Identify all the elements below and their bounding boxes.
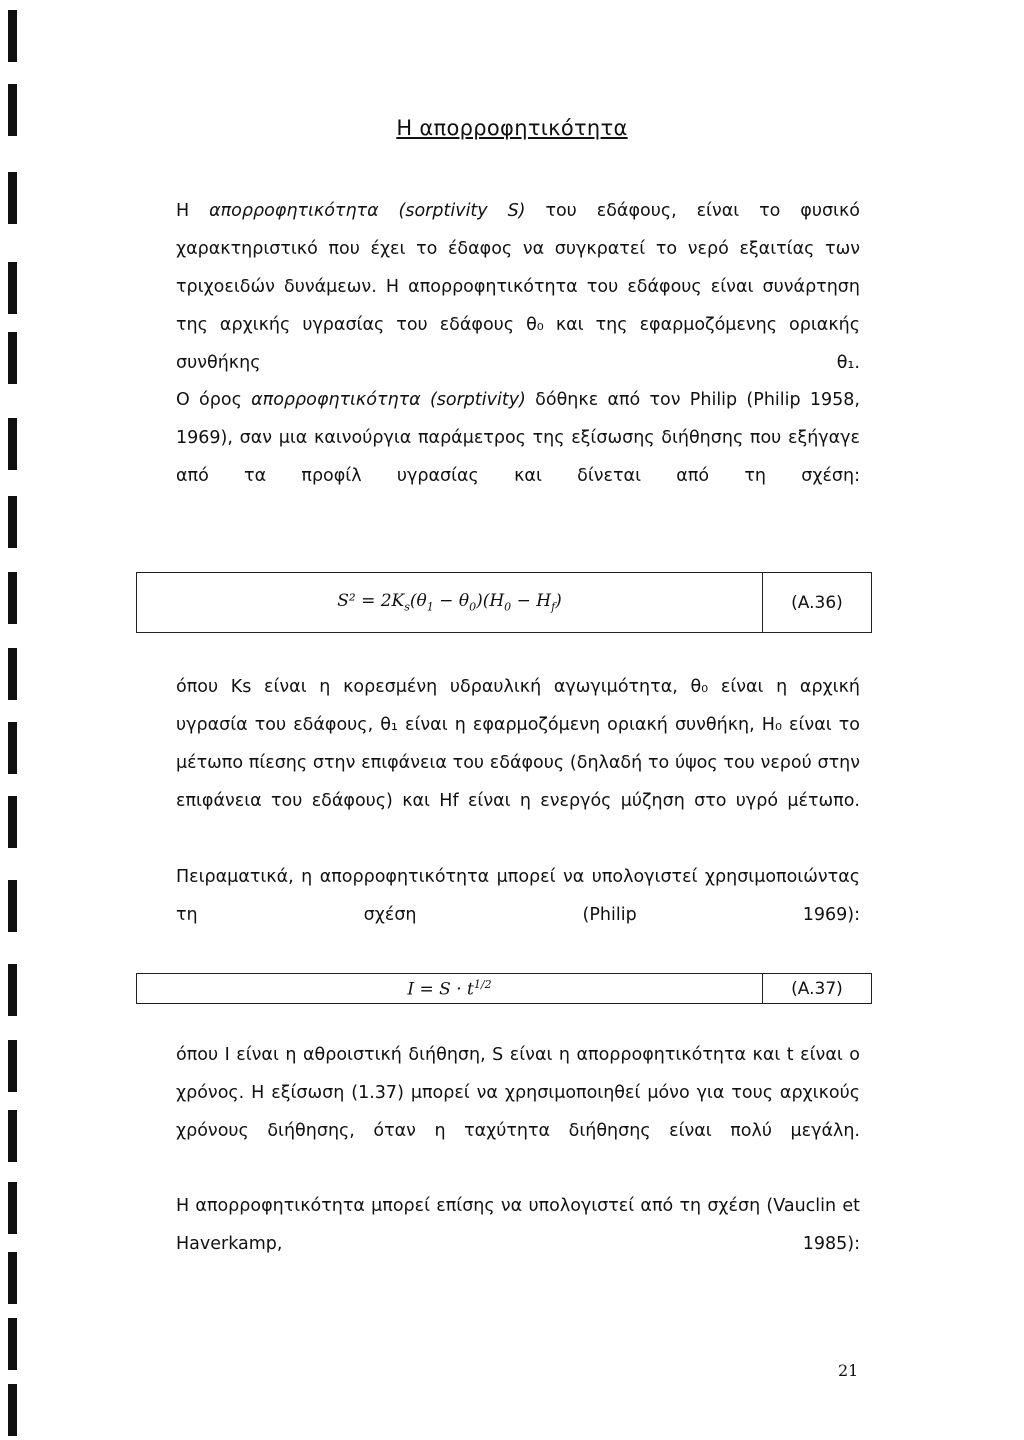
binding-mark bbox=[8, 1252, 17, 1304]
term-italic: απορροφητικότητα (sorptivity) bbox=[251, 390, 526, 410]
binding-mark bbox=[8, 1182, 17, 1234]
equation-number: (A.37) bbox=[791, 978, 843, 999]
paragraph-vauclin: Η απορροφητικότητα μπορεί επίσης να υπολογιστεί από τη σχέση (Vauclin et Haverkamp, 1985): bbox=[176, 1196, 860, 1254]
binding-mark bbox=[8, 10, 17, 62]
text: του εδάφους, είναι το φυσικό χαρακτηριστικό που έχει το έδαφος να συγκρατεί το νερό εξαιτίας των τριχοειδών δυνάμεων. Η απορροφητικότητα του εδάφους είναι συνάρτηση της αρχικής υγρασίας του εδάφους θ₀ και της εφαρμοζόμενης οριακής συνθήκης θ₁. bbox=[176, 201, 860, 373]
binding-mark bbox=[8, 418, 17, 470]
binding-mark bbox=[8, 1040, 17, 1092]
binding-mark bbox=[8, 262, 17, 314]
paragraph-definition bbox=[176, 192, 860, 382]
page-title: Η απορροφητικότητα bbox=[396, 116, 628, 140]
paragraph-variables: όπου Ks είναι η κορεσμένη υδραυλική αγωγιμότητα, θ₀ είναι η αρχική υγρασία του εδάφους, θ₁ είναι η εφαρμοζόμενη οριακή συνθήκη, H₀ είναι το μέτωπο πίεσης στην επιφάνεια του εδάφους (δηλαδή το ύψος του νερού στην επιφάνεια του εδάφους) και Hf είναι η ενεργός μύζηση στο υγρό μέτωπο. bbox=[176, 677, 860, 811]
paragraph-experimental: Πειραματικά, η απορροφητικότητα μπορεί να υπολογιστεί χρησιμοποιώντας τη σχέση (Philip 1969): bbox=[176, 867, 860, 925]
binding-mark bbox=[8, 964, 17, 1016]
formula-text: $I = S \cdot t^{1/2}$ bbox=[407, 977, 492, 1000]
binding-mark bbox=[8, 172, 17, 224]
page-number: 21 bbox=[838, 1361, 859, 1380]
binding-mark bbox=[8, 880, 17, 932]
equation-formula bbox=[137, 974, 763, 1003]
binding-mark bbox=[8, 1384, 17, 1436]
binding-mark bbox=[8, 1318, 17, 1370]
binding-mark bbox=[8, 1110, 17, 1162]
binding-marks bbox=[8, 0, 28, 1440]
formula-text: $S^2 = 2K_s(\theta_1 - \theta_0)(H_0 - H_f)$ bbox=[337, 591, 562, 614]
binding-mark bbox=[8, 722, 17, 774]
text: Ο όρος bbox=[176, 390, 252, 410]
equation-box-a37 bbox=[136, 973, 872, 1004]
paragraph-origin bbox=[176, 381, 860, 495]
equation-box-a36 bbox=[136, 572, 872, 633]
paragraph-infiltration: όπου I είναι η αθροιστική διήθηση, S είναι η απορροφητικότητα και t είναι ο χρόνος. Η εξίσωση (1.37) μπορεί να χρησιμοποιηθεί μόνο για τους αρχικούς χρόνους διήθησης, όταν η ταχύτητα διήθησης είναι πολύ μεγάλη. bbox=[176, 1045, 860, 1141]
binding-mark bbox=[8, 572, 17, 624]
binding-mark bbox=[8, 648, 17, 700]
text: Η bbox=[176, 201, 210, 221]
term-italic: απορροφητικότητα (sorptivity S) bbox=[209, 201, 526, 221]
binding-mark bbox=[8, 796, 17, 848]
text: δόθηκε από τον Philip (Philip 1958, 1969), σαν μια καινούργια παράμετρος της εξίσωσης διήθησης που εξήγαγε από τα προφίλ υγρασίας και δίνεται από τη σχέση: bbox=[176, 390, 860, 486]
equation-number: (A.36) bbox=[791, 592, 843, 613]
binding-mark bbox=[8, 332, 17, 384]
equation-formula bbox=[137, 573, 763, 632]
binding-mark bbox=[8, 496, 17, 548]
